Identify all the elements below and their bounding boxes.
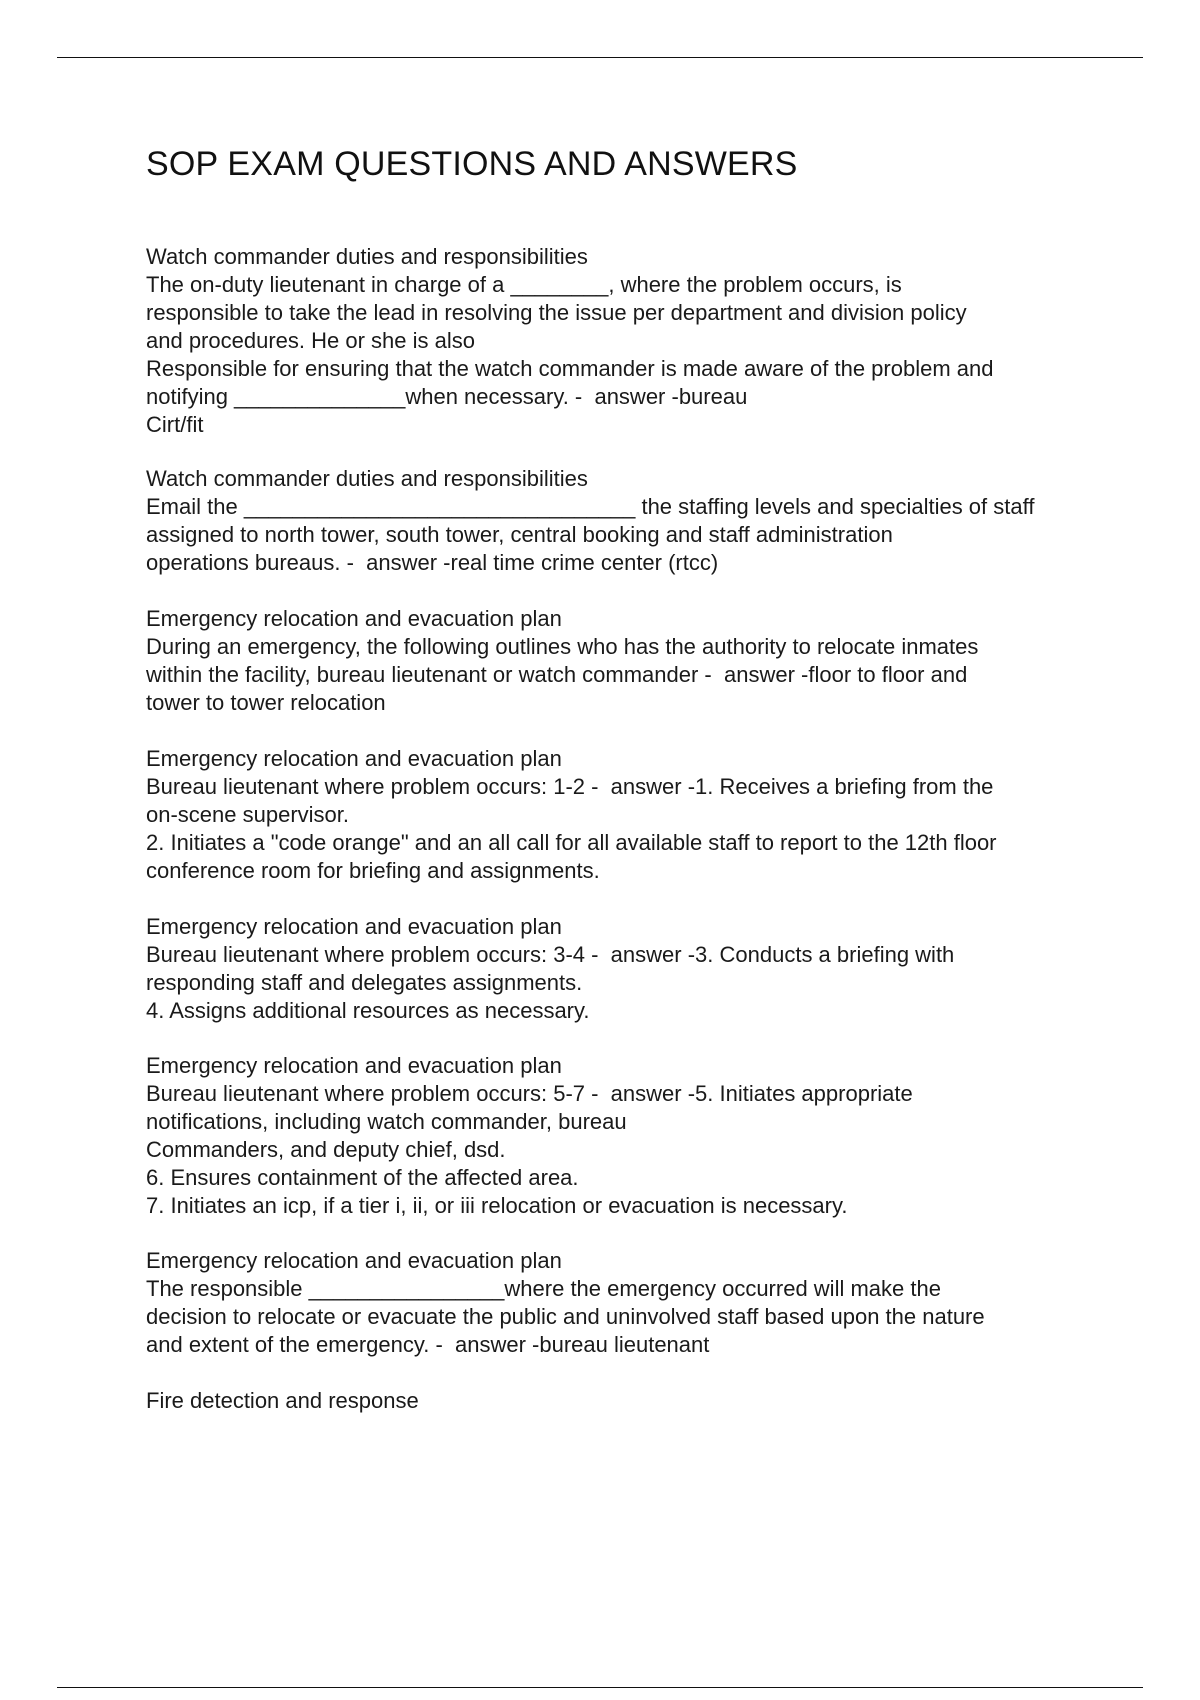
qa-text-line: Bureau lieutenant where problem occurs: 3-4 - answer -3. Conducts a briefing with <box>146 942 955 967</box>
qa-item <box>146 243 1106 439</box>
qa-text-line: During an emergency, the following outlines who has the authority to relocate inmates <box>146 634 979 659</box>
qa-text-line: Responsible for ensuring that the watch commander is made aware of the problem and <box>146 356 994 381</box>
qa-item <box>146 465 1106 577</box>
qa-text-line: Email the ________________________________ the staffing levels and specialties of staff <box>146 494 1035 519</box>
qa-item <box>146 605 1106 717</box>
qa-text-line: The responsible ________________where the emergency occurred will make the <box>146 1276 941 1301</box>
qa-topic: Emergency relocation and evacuation plan <box>146 1053 562 1078</box>
qa-text-line: notifying ______________when necessary. - answer -bureau <box>146 384 748 409</box>
qa-text-line: Bureau lieutenant where problem occurs: 1-2 - answer -1. Receives a briefing from the <box>146 774 994 799</box>
qa-text-line: and extent of the emergency. - answer -bureau lieutenant <box>146 1332 710 1357</box>
qa-text-line: Commanders, and deputy chief, dsd. <box>146 1137 506 1162</box>
page-title: SOP EXAM QUESTIONS AND ANSWERS <box>146 145 798 183</box>
qa-text-line: conference room for briefing and assignments. <box>146 858 600 883</box>
qa-item <box>146 913 1106 1025</box>
qa-text-line: notifications, including watch commander, bureau <box>146 1109 627 1134</box>
qa-topic: Emergency relocation and evacuation plan <box>146 606 562 631</box>
qa-topic: Emergency relocation and evacuation plan <box>146 1248 562 1273</box>
qa-item <box>146 1247 1106 1359</box>
qa-text-line: within the facility, bureau lieutenant or watch commander - answer -floor to floor and <box>146 662 968 687</box>
qa-topic: Fire detection and response <box>146 1388 419 1413</box>
qa-text-line: tower to tower relocation <box>146 690 386 715</box>
qa-topic: Emergency relocation and evacuation plan <box>146 746 562 771</box>
top-rule <box>57 57 1143 58</box>
bottom-rule <box>57 1687 1143 1688</box>
qa-text-line: 2. Initiates a "code orange" and an all call for all available staff to report to the 12th floor <box>146 830 997 855</box>
qa-text-line: assigned to north tower, south tower, central booking and staff administration <box>146 522 893 547</box>
qa-item <box>146 1387 1106 1415</box>
qa-text-line: and procedures. He or she is also <box>146 328 475 353</box>
qa-text-line: 6. Ensures containment of the affected area. <box>146 1165 579 1190</box>
qa-item <box>146 745 1106 885</box>
qa-item <box>146 1052 1106 1220</box>
qa-text-line: Bureau lieutenant where problem occurs: 5-7 - answer -5. Initiates appropriate <box>146 1081 913 1106</box>
qa-topic: Watch commander duties and responsibilities <box>146 244 588 269</box>
qa-text-line: operations bureaus. - answer -real time crime center (rtcc) <box>146 550 719 575</box>
qa-text-line: The on-duty lieutenant in charge of a ________, where the problem occurs, is <box>146 272 902 297</box>
qa-topic: Watch commander duties and responsibilities <box>146 466 588 491</box>
qa-text-line: 4. Assigns additional resources as necessary. <box>146 998 590 1023</box>
qa-text-line: on-scene supervisor. <box>146 802 349 827</box>
qa-text-line: Cirt/fit <box>146 412 204 437</box>
qa-text-line: responsible to take the lead in resolving the issue per department and division policy <box>146 300 967 325</box>
qa-text-line: 7. Initiates an icp, if a tier i, ii, or iii relocation or evacuation is necessary. <box>146 1193 848 1218</box>
qa-topic: Emergency relocation and evacuation plan <box>146 914 562 939</box>
qa-text-line: responding staff and delegates assignments. <box>146 970 583 995</box>
qa-text-line: decision to relocate or evacuate the public and uninvolved staff based upon the nature <box>146 1304 985 1329</box>
